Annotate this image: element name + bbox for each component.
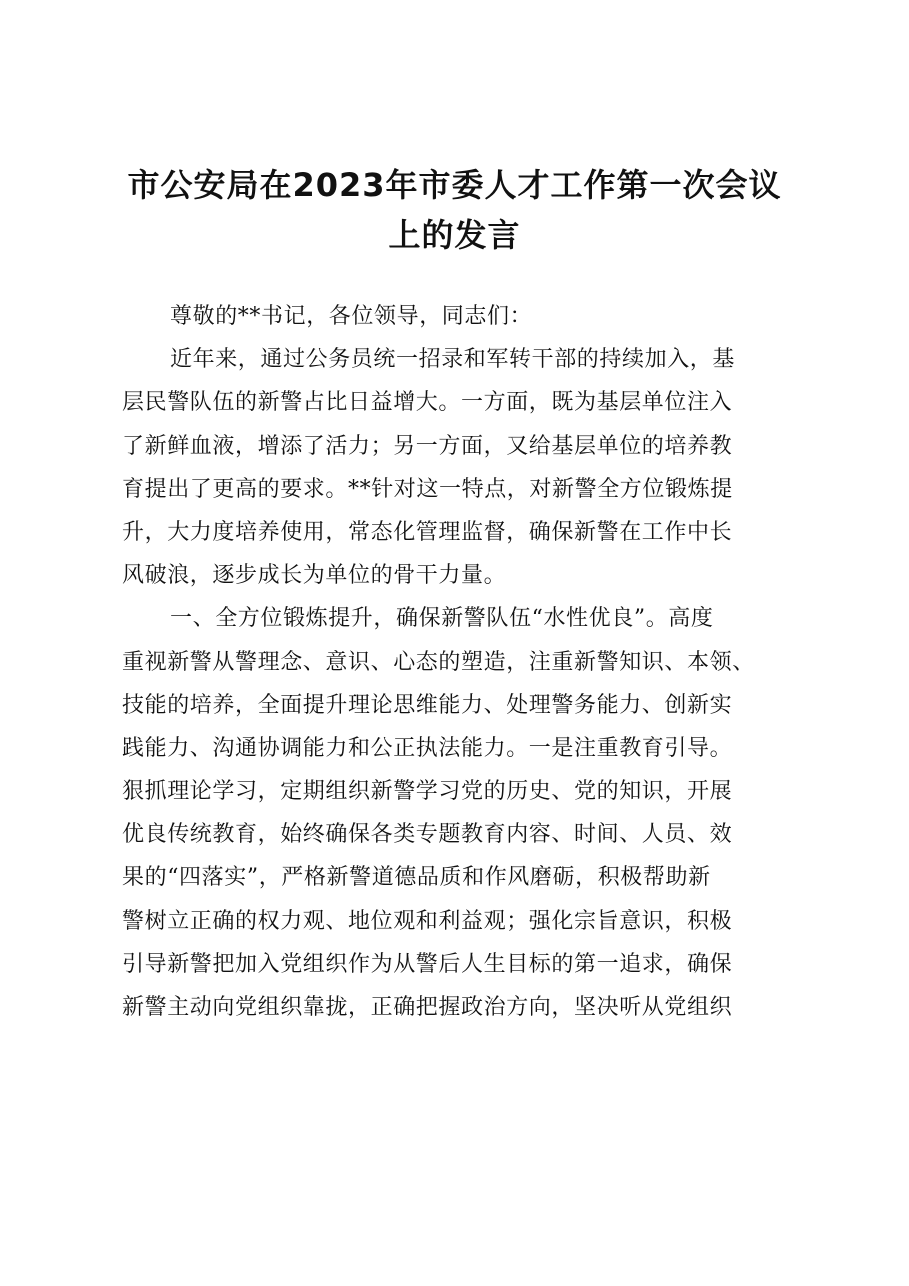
- paragraph-1-line-1: 近年来，通过公务员统一招录和军转干部的持续加入，基: [170, 347, 736, 373]
- paragraph-1-line-6: 风破浪，逐步成长为单位的骨干力量。: [122, 563, 507, 589]
- paragraph-2-line-5: 狠抓理论学习，定期组织新警学习党的历史、党的知识，开展: [122, 779, 733, 805]
- paragraph-2-line-8: 警树立正确的权力观、地位观和利益观；强化宗旨意识，积极: [122, 908, 733, 934]
- paragraph-2-line-7: 果的“四落实”，严格新警道德品质和作风磨砺，积极帮助新: [122, 865, 711, 891]
- paragraph-1-line-2: 层民警队伍的新警占比日益增大。一方面，既为基层单位注入: [122, 390, 733, 416]
- paragraph-2-line-4: 践能力、沟通协调能力和公正执法能力。一是注重教育引导。: [122, 735, 733, 761]
- paragraph-2-line-9: 引导新警把加入党组织作为从警后人生目标的第一追求，确保: [122, 951, 733, 977]
- paragraph-2-line-6: 优良传统教育，始终确保各类专题教育内容、时间、人员、效: [122, 822, 733, 848]
- paragraph-2-line-3: 技能的培养，全面提升理论思维能力、处理警务能力、创新实: [122, 692, 733, 718]
- paragraph-1-line-5: 升，大力度培养使用，常态化管理监督，确保新警在工作中长: [122, 519, 733, 545]
- paragraph-1-line-4: 育提出了更高的要求。**针对这一特点，对新警全方位锻炼提: [122, 476, 733, 502]
- paragraph-1-line-3: 了新鲜血液，增添了活力；另一方面，又给基层单位的培养教: [122, 433, 733, 459]
- salutation-line: 尊敬的**书记，各位领导，同志们：: [170, 304, 533, 329]
- paragraph-2-line-10: 新警主动向党组织靠拢，正确把握政治方向，坚决听从党组织: [122, 995, 733, 1020]
- document-body: [122, 295, 802, 1029]
- title-line-1: 市公安局在2023年市委人才工作第一次会议: [127, 166, 782, 204]
- paragraph-2-line-2: 重视新警从警理念、意识、心态的塑造，注重新警知识、本领、: [122, 649, 755, 675]
- document-title: [100, 160, 809, 260]
- paragraph-2-line-1: 一、全方位锻炼提升，确保新警队伍“水性优良”。高度: [170, 606, 714, 632]
- title-line-2: 上的发言: [388, 216, 521, 254]
